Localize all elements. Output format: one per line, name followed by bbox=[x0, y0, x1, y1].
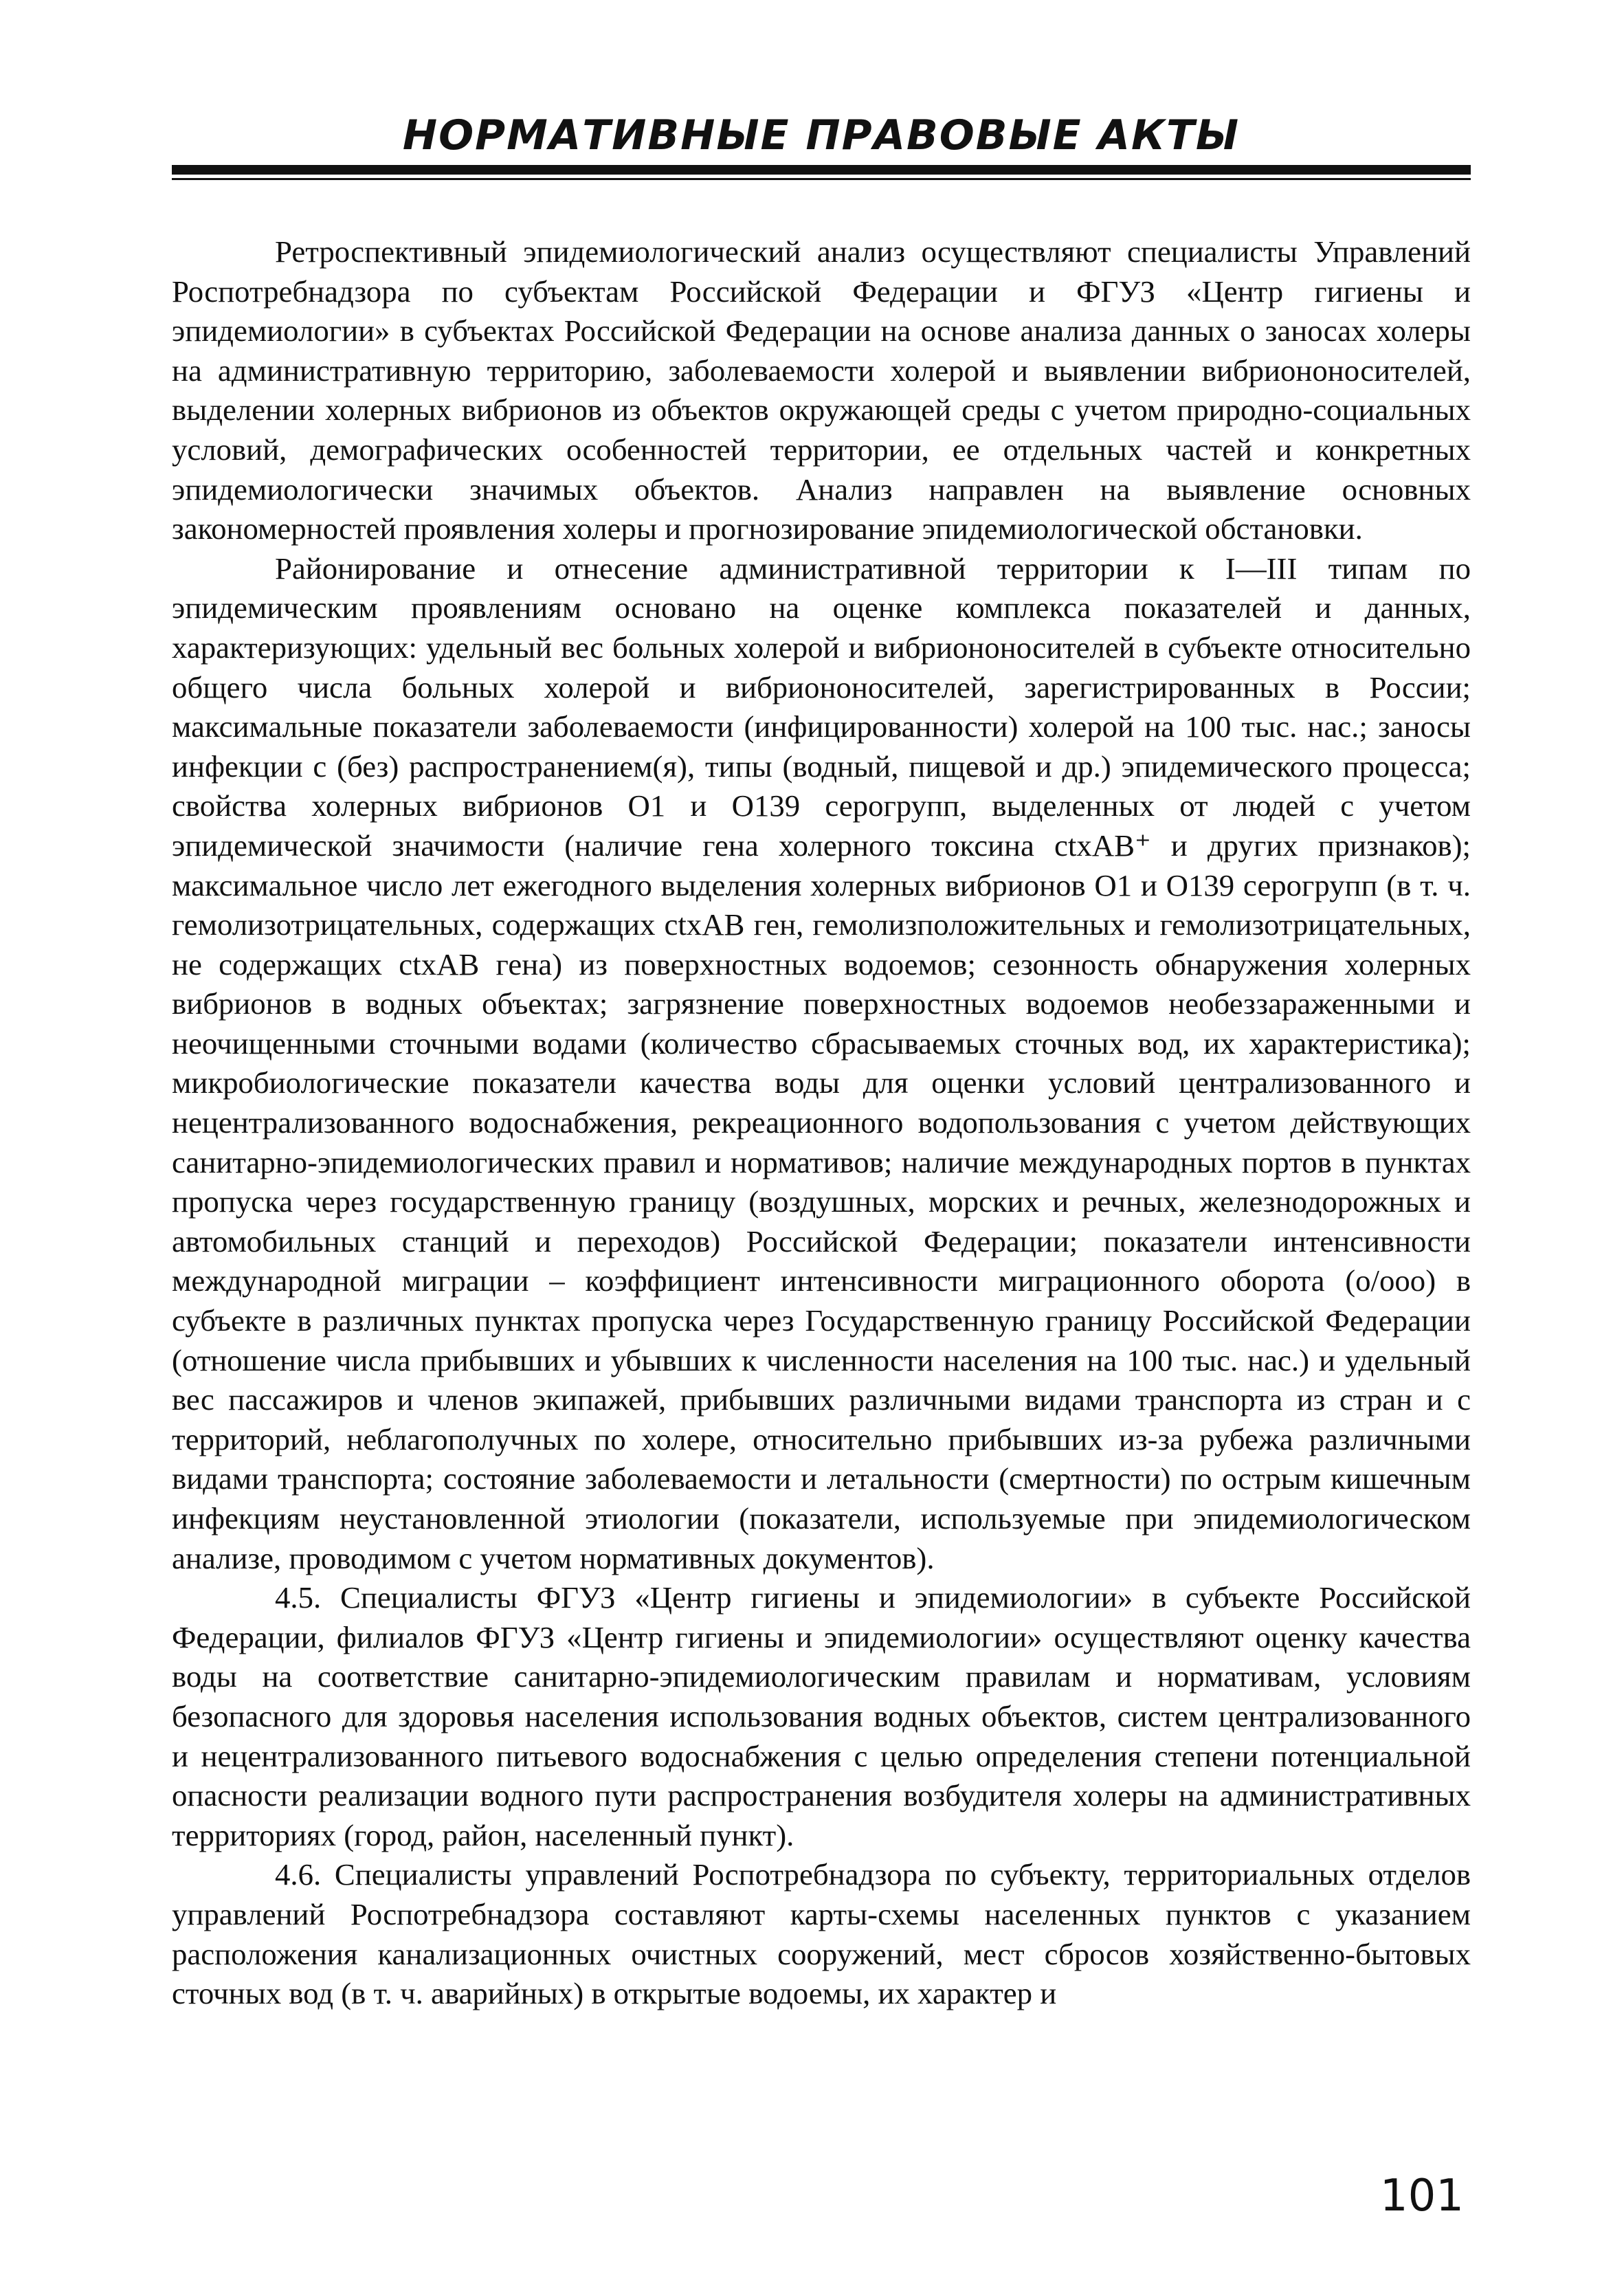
paragraph-zoning: Районирование и отнесение административной территории к I—III типам по эпидемическим проявлениям основано на оценке комплекса показателей и данных, характеризующих: удельный вес больных холерой и вибриононосителей в субъекте относительно общего числа больных холерой и вибриононосителей, зарегистрированных в России; максимальные показатели заболеваемости (инфицированности) холерой на 100 тыс. нас.; заносы инфекции с (без) распространением(я), типы (водный, пищевой и др.) эпидемического процесса; свойства холерных вибрионов О1 и О139 серогрупп, выделенных от людей с учетом эпидемической значимости (наличие гена холерного токсина ctxAB⁺ и других признаков); максимальное число лет ежегодного выделения холерных вибрионов О1 и О139 серогрупп (в т. ч. гемолизотрицательных, содержащих ctxAB ген, гемолизположительных и гемолизотрицательных, не содержащих ctxAB гена) из поверхностных водоемов; сезонность обнаружения холерных вибрионов в водных объектах; загрязнение поверхностных водоемов необеззараженными и неочищенными сточными водами (количество сбрасываемых сточных вод, их характеристика); микробиологические показатели качества воды для оценки условий централизованного и нецентрализованного водоснабжения, рекреационного водопользования с учетом действующих санитарно-эпидемиологических правил и нормативов; наличие международных портов в пунктах пропуска через государственную границу (воздушных, морских и речных, железнодорожных и автомобильных станций и переходов) Российской Федерации; показатели интенсивности международной миграции – коэффициент интенсивности миграционного оборота (о/ооо) в субъекте в различных пунктах пропуска через Государственную границу Российской Федерации (отношение числа прибывших и убывших к численности населения на 100 тыс. нас.) и удельный вес пассажиров и членов экипажей, прибывших различными видами транспорта из стран и с территорий, неблагополучных по холере, относительно прибывших из-за рубежа различными видами транспорта; состояние заболеваемости и летальности (смертности) по острым кишечным инфекциям неустановленной этиологии (показатели, используемые при эпидемиологическом анализе, проводимом с учетом нормативных документов). bbox=[172, 551, 1471, 1575]
section-header-title: НОРМАТИВНЫЕ ПРАВОВЫЕ АКТЫ bbox=[402, 111, 1241, 159]
header-rule-thin bbox=[172, 178, 1471, 180]
document-page bbox=[172, 103, 1471, 2220]
header-rule-thick bbox=[172, 165, 1471, 175]
body-text bbox=[172, 232, 1471, 2014]
paragraph-4-5: 4.5. Специалисты ФГУЗ «Центр гигиены и эпидемиологии» в субъекте Российской Федерации, филиалов ФГУЗ «Центр гигиены и эпидемиологии» осуществляют оценку качества воды на соответствие санитарно-эпидемиологическим правилам и нормативам, условиям безопасного для здоровья населения использования водных объектов, систем централизованного и нецентрализованного питьевого водоснабжения с целью определения степени потенциальной опасности реализации водного пути распространения возбудителя холеры на административных территориях (город, район, населенный пункт). bbox=[172, 1580, 1471, 1852]
paragraph-retrospective-analysis: Ретроспективный эпидемиологический анализ осуществляют специалисты Управлений Роспотребнадзора по субъектам Российской Федерации и ФГУЗ «Центр гигиены и эпидемиологии» в субъектах Российской Федерации на основе анализа данных о заносах холеры на административную территорию, заболеваемости холерой и выявлении вибриононосителей, выделении холерных вибрионов из объектов окружающей среды с учетом природно-социальных условий, демографических особенностей территории, ее отдельных частей и конкретных эпидемиологически значимых объектов. Анализ направлен на выявление основных закономерностей проявления холеры и прогнозирование эпидемиологической обстановки. bbox=[172, 234, 1471, 546]
paragraph-4-6: 4.6. Специалисты управлений Роспотребнадзора по субъекту, территориальных отделов управлений Роспотребнадзора составляют карты-схемы населенных пунктов с указанием расположения канализационных очистных сооружений, мест сбросов хозяйственно-бытовых сточных вод (в т. ч. аварийных) в открытые водоемы, их характер и bbox=[172, 1857, 1471, 2011]
page-number: 101 bbox=[1379, 2171, 1464, 2221]
